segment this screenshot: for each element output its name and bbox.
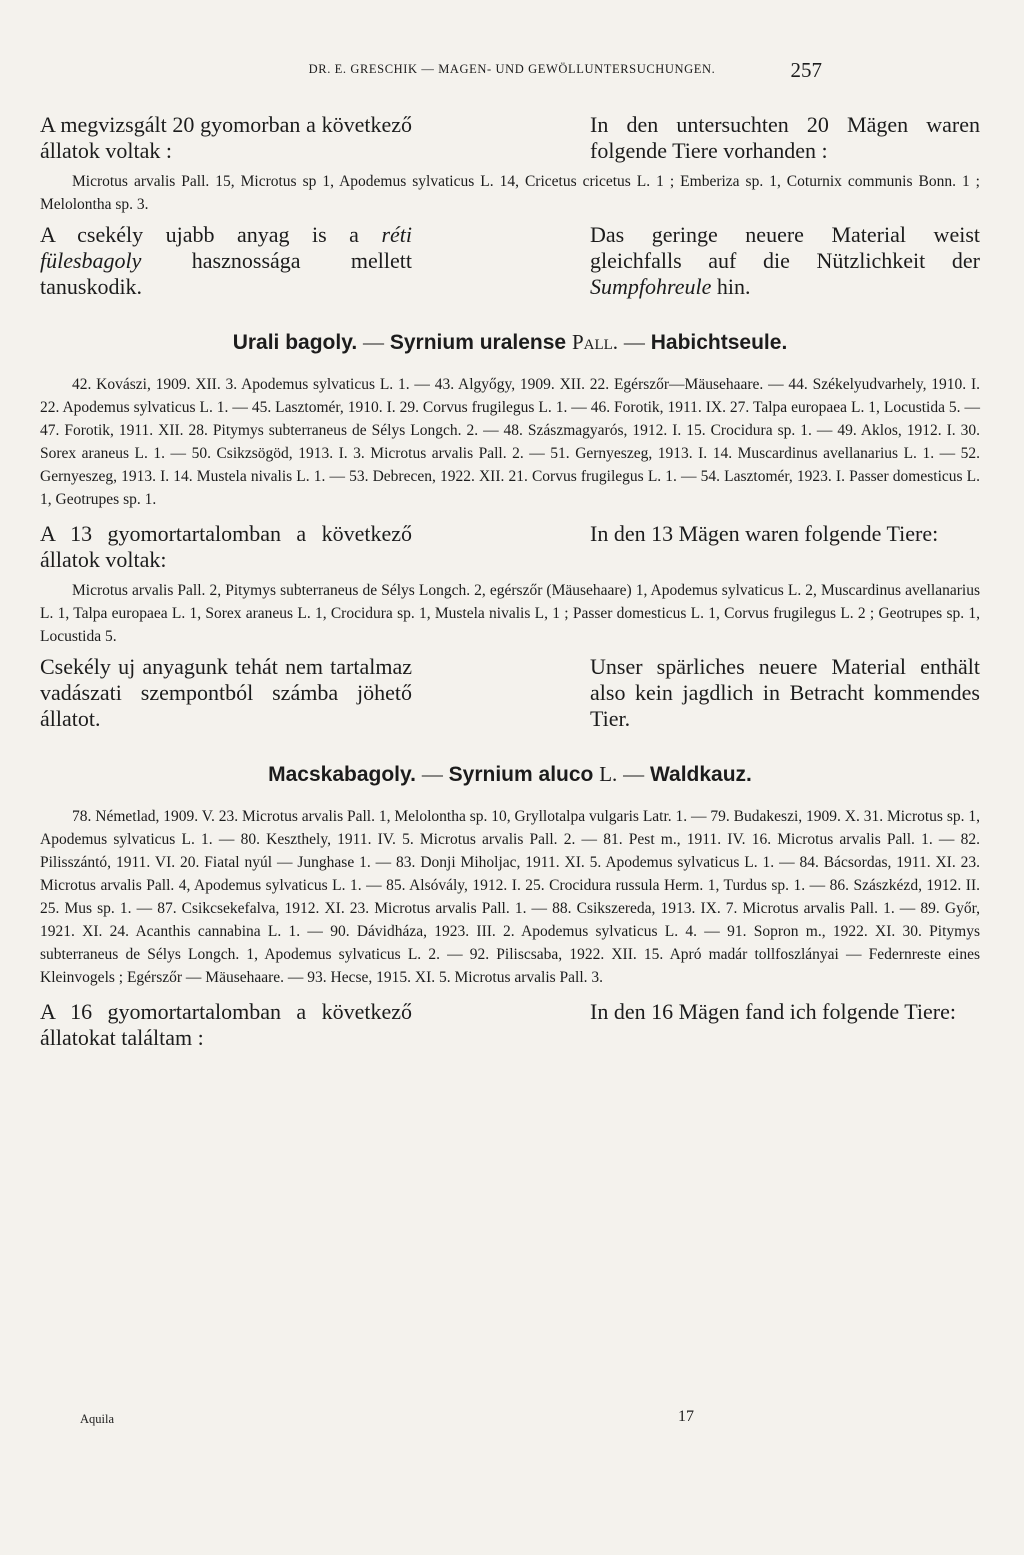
conclusion-de-a: Das geringe neuere Material weist gleichfalls auf die Nützlichkeit der <box>590 222 980 273</box>
conclusion-block <box>40 222 980 300</box>
page-body <box>40 112 980 1051</box>
sumpfohreule-summary <box>40 112 980 164</box>
heading-separator: — <box>421 762 443 786</box>
heading-separator: — <box>363 330 385 354</box>
conclusion-de-b: hin. <box>711 274 751 299</box>
conclusion-hu: Csekély uj anyagunk tehát nem tartalmaz vadászati szempontból számba jöhető állatot. <box>40 654 412 731</box>
conclusion-de <box>590 222 980 300</box>
species-name-hu: Macskabagoly. <box>268 763 416 786</box>
summary-de: In den 16 Mägen fand ich folgende Tiere: <box>590 999 956 1024</box>
page-footer <box>80 1408 720 1428</box>
page-number: 257 <box>790 58 822 82</box>
stomach-summary <box>40 521 980 573</box>
page-header <box>0 58 1024 82</box>
summary-hu: A 16 gyomortartalomban a következő állatokat találtam : <box>40 999 412 1050</box>
species-latin: Syrnium aluco <box>448 763 594 786</box>
summary-de: In den untersuchten 20 Mägen waren folgende Tiere vorhanden : <box>590 112 980 163</box>
species-name-de: Habichtseule. <box>650 331 788 354</box>
conclusion-hu-a: A csekély ujabb anyag is a <box>40 222 382 247</box>
species-latin: Syrnium uralense <box>389 331 567 354</box>
stomach-summary <box>40 999 980 1051</box>
heading-separator: — <box>623 762 645 786</box>
conclusion-block <box>40 654 980 732</box>
conclusion-de-species: Sumpfohreule <box>590 274 712 299</box>
prey-list: Microtus arvalis Pall. 15, Microtus sp 1, Apodemus sylvaticus L. 14, Cricetus cricetus L. 1 ; Emberiza sp. 1, Coturnix communis Bonn. 1 ; Melolontha sp. 3. <box>40 173 980 213</box>
conclusion-hu-b: hasznossága mellett tanuskodik. <box>40 248 412 299</box>
heading-separator: — <box>623 330 645 354</box>
conclusion-hu-species: réti fülesbagoly <box>40 222 412 273</box>
species-name-de: Waldkauz. <box>649 763 752 786</box>
conclusion-de: Unser spärliches neuere Material enthält also kein jagdlich in Betracht kommendes Tier. <box>590 654 980 731</box>
specimen-records: 42. Kovászi, 1909. XII. 3. Apodemus sylvaticus L. 1. — 43. Algyőgy, 1909. XII. 22. Egérszőr—Mäusehaare. — 44. Székelyudvarhely, 1910. I. 22. Apodemus sylvaticus L. 1. — 45. Lasztomér, 1910. I. 29. Corvus frugilegus L. 1. — 46. Forotik, 1911. IX. 27. Talpa europaea L. 1, Locustida 5. — 47. Forotik, 1911. XII. 28. Pitymys subterraneus de Sélys Longch. 2. — 48. Szászmagyarós, 1912. I. 15. Crocidura sp. 1. — 49. Aklos, 1912. I. 30. Sorex araneus L. 1. — 50. Csikzsögöd, 1913. I. 3. Microtus arvalis Pall. 2. — 51. Gernyeszeg, 1913. I. 14. Muscardinus avellanarius L. 1. — 52. Gernyeszeg, 1913. I. 14. Mustela nivalis L. 1. — 53. Debrecen, 1922. XII. 21. Corvus frugilegus L. 1. — 54. Lasztomér, 1923. I. Passer domesticus L. 1, Geotrupes sp. 1. <box>40 376 980 508</box>
specimen-records: 78. Németlad, 1909. V. 23. Microtus arvalis Pall. 1, Melolontha sp. 10, Gryllotalpa vulgaris Latr. 1. — 79. Budakeszi, 1909. X. 31. Microtus sp. 1, Apodemus sylvaticus L. 1. — 80. Keszthely, 1911. IV. 5. Microtus arvalis Pall. 2. — 81. Pest m., 1911. IV. 16. Microtus arvalis Pall. 1. — 82. Pilisszántó, 1911. VI. 20. Fiatal nyúl — Junghase 1. — 83. Donji Miholjac, 1911. XI. 5. Apodemus sylvaticus L. 1. — 84. Bácsordas, 1911. XI. 23. Microtus arvalis Pall. 4, Apodemus sylvaticus L. 1. — 85. Alsóvály, 1912. I. 25. Crocidura russula Herm. 1, Turdus sp. 1. — 86. Szászkézd, 1912. II. 25. Mus sp. 1. — 87. Csikcsekefalva, 1912. XI. 23. Microtus arvalis Pall. 1. — 88. Csikszereda, 1913. IX. 7. Microtus arvalis Pall. 1. — 89. Győr, 1921. XI. 24. Acanthis cannabina L. 1. — 90. Dávidháza, 1923. III. 2. Apodemus sylvaticus L. 4. — 91. Sopron m., 1922. XI. 30. Pitymys subterraneus de Sélys Longch. 1, Apodemus sylvaticus L. 2. — 92. Piliscsaba, 1922. XII. 15. Apró madár tollfoszlányai — Federnreste eines Kleinvogels ; Egérszőr — Mäusehaare. — 93. Hecse, 1915. XI. 5. Microtus arvalis Pall. 3. <box>40 808 980 986</box>
summary-de: In den 13 Mägen waren folgende Tiere: <box>590 521 939 546</box>
conclusion-hu <box>40 222 412 300</box>
species-author: L. <box>599 762 618 786</box>
summary-hu: A megvizsgált 20 gyomorban a következő állatok voltak : <box>40 112 412 163</box>
journal-name: Aquila <box>80 1412 115 1426</box>
sheet-number: 17 <box>678 1408 694 1425</box>
species-author: Pall. <box>571 330 619 354</box>
species-name-hu: Urali bagoly. <box>232 331 358 354</box>
prey-list: Microtus arvalis Pall. 2, Pitymys subterraneus de Sélys Longch. 2, egérszőr (Mäusehaare) 1, Apodemus sylvaticus L. 2, Muscardinus avellanarius L. 1, Talpa europaea L. 1, Sorex araneus L. 1, Crocidura sp. 1, Mustela nivalis L, 1 ; Passer domesticus L. 1, Corvus frugilegus L. 2 ; Geotrupes sp. 1, Locustida 5. <box>40 582 980 645</box>
species-heading-aluco <box>40 762 980 787</box>
summary-hu: A 13 gyomortartalomban a következő állatok voltak: <box>40 521 412 572</box>
species-heading-uralense <box>40 330 980 355</box>
running-head: DR. E. GRESCHIK — MAGEN- UND GEWÖLLUNTERSUCHUNGEN. <box>308 62 716 76</box>
